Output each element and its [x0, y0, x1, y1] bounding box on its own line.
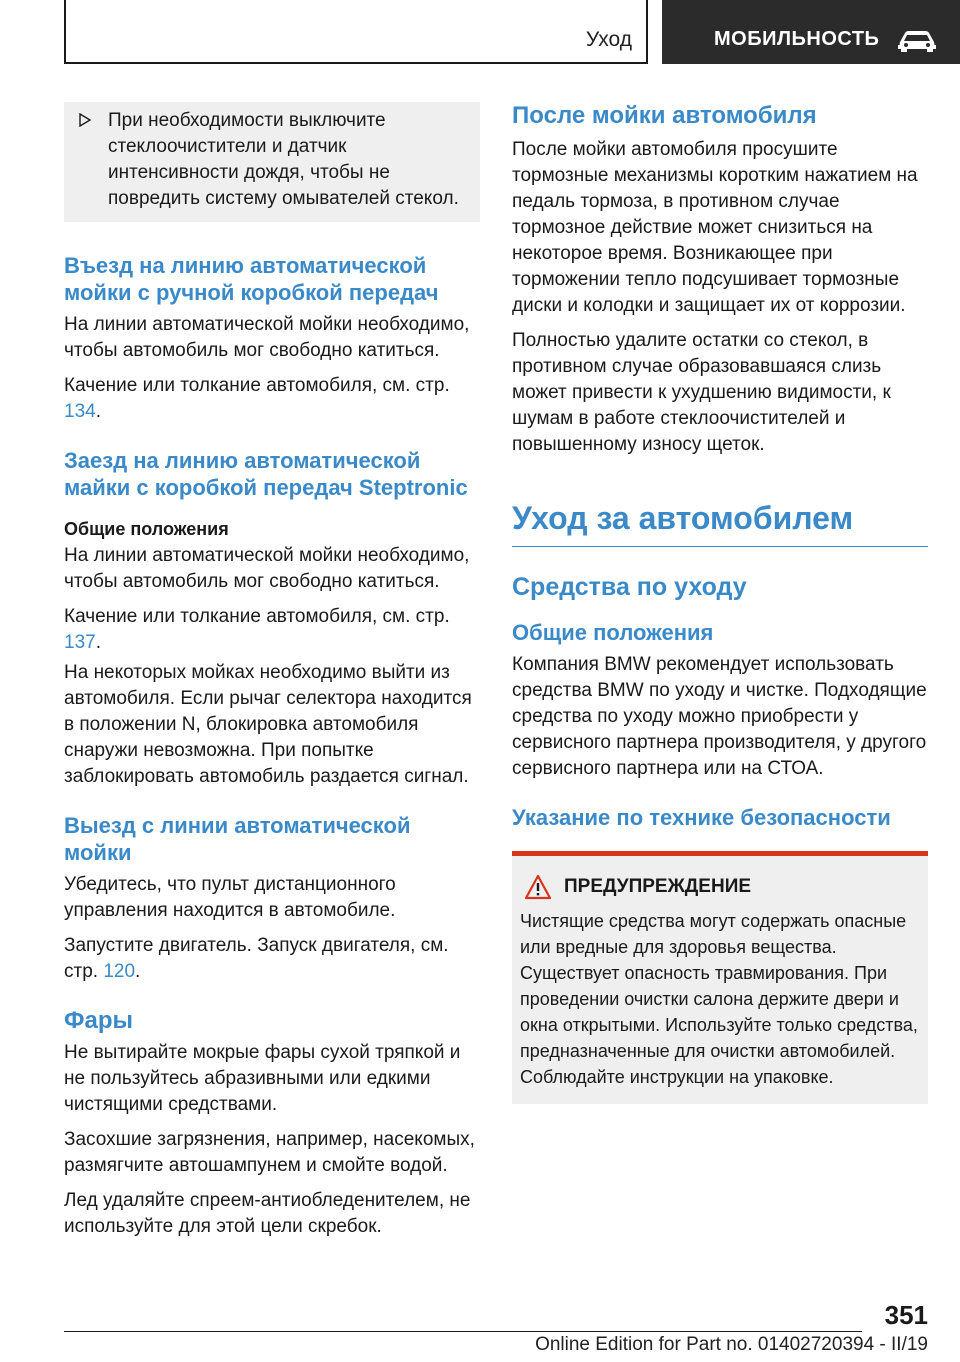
page-ref-link[interactable]: 134 — [64, 401, 96, 422]
ref-text: Качение или толкание автомобиля, см. стр. — [64, 606, 450, 627]
ref-end: . — [95, 401, 101, 422]
paragraph: На линии автоматической мойки необходимо, чтобы автомобиль мог свободно катиться. — [64, 314, 470, 361]
footer-edition: Online Edition for Part no. 01402720394 - II/19 — [535, 1334, 928, 1355]
chapter-title: Уход за автомобилем — [512, 500, 854, 536]
section-title-general: Общие положения — [512, 620, 714, 645]
header-chapter-label: МОБИЛЬНОСТЬ — [714, 28, 880, 50]
car-icon — [896, 28, 938, 52]
section-title-headlights: Фары — [64, 1007, 133, 1034]
paragraph-with-ref — [64, 933, 480, 985]
warning-triangle-icon — [524, 874, 552, 900]
page-ref-link[interactable]: 120 — [103, 961, 136, 982]
header-section-box — [64, 0, 648, 64]
section-title-care-products: Средства по уходу — [512, 573, 747, 601]
paragraph: Компания BMW рекомендует использовать средства BMW по уходу и чистке. Подходящие средства по уходу можно приобрести у сервисного партнера производителя, у другого сервисного партнера или на СТОА. — [512, 654, 927, 779]
section-title-after-wash: После мойки автомобиля — [512, 102, 817, 129]
note-text: При необходимости выключите стеклоочистители и датчик интенсивности дождя, чтобы не повредить систему омывателей стекол. — [108, 110, 459, 209]
subsection-title-general: Общие положения — [64, 519, 229, 539]
ref-text: Качение или толкание автомобиля, см. стр. — [64, 375, 450, 396]
ref-text: Запустите двигатель. Запуск двигателя, см. стр. — [64, 935, 449, 982]
warning-box — [512, 851, 928, 1104]
paragraph: Полностью удалите остатки со стекол, в противном случае образовавшаяся слизь может привести к ухудшению видимости, к шумам в работе стеклоочистителей и повышенному износу щеток. — [512, 330, 891, 455]
warning-text: Чистящие средства могут содержать опасные или вредные для здоровья вещества. Существует опасность травмирования. При проведении очистки салона держите двери и окна открытыми. Используйте только средства, предназначенные для очистки автомобилей. Соблюдайте инструкции на упаковке. — [520, 911, 918, 1087]
warning-header — [520, 874, 920, 904]
page-ref-link[interactable]: 137 — [64, 632, 96, 653]
note-arrow-icon — [78, 113, 92, 127]
section-title-steptronic-wash: Заезд на линию автоматической майки с коробкой передач Steptronic — [64, 448, 468, 500]
chapter-rule — [512, 546, 928, 547]
paragraph: Засохшие загрязнения, например, насекомых, размягчите автошампунем и смойте водой. — [64, 1129, 475, 1176]
paragraph: Лед удаляйте спреем-антиобледенителем, не используйте для этой цели скребок. — [64, 1190, 471, 1237]
paragraph: Убедитесь, что пульт дистанционного управления находится в автомобиле. — [64, 874, 396, 921]
footer-rule — [64, 1331, 862, 1332]
warning-title: ПРЕДУПРЕЖДЕНИЕ — [564, 876, 752, 897]
paragraph-with-ref — [64, 373, 480, 425]
ref-end: . — [95, 632, 101, 653]
header-section-label: Уход — [585, 28, 632, 51]
paragraph: После мойки автомобиля просушите тормозные механизмы коротким нажатием на педаль тормоза, в противном случае тормозное действие может снизиться на некоторое время. Возникающее при торможении тепло подсушивает тормозные диски и колодки и защищает их от коррозии. — [512, 139, 918, 316]
paragraph: На некоторых мойках необходимо выйти из автомобиля. Если рычаг селектора находится в положении N, блокировка автомобиля снаружи невозможна. При попытке заблокировать автомобиль раздается сигнал. — [64, 662, 472, 787]
paragraph: Не вытирайте мокрые фары сухой тряпкой и не пользуйтесь абразивными или едкими чистящими средствами. — [64, 1042, 461, 1115]
right-column — [512, 102, 928, 1104]
section-title-exit-wash: Выезд с линии автоматической мойки — [64, 813, 411, 865]
paragraph-with-ref — [64, 604, 480, 656]
note-box — [64, 102, 480, 222]
header-chapter-box — [662, 0, 960, 64]
paragraph: На линии автоматической мойки необходимо, чтобы автомобиль мог свободно катиться. — [64, 545, 470, 592]
page-number: 351 — [884, 1300, 928, 1330]
section-title-safety-note: Указание по технике безопасности — [512, 805, 891, 830]
left-column — [64, 102, 480, 1249]
section-title-manual-wash: Въезд на линию автоматической мойки с ручной коробкой передач — [64, 253, 439, 305]
ref-end: . — [135, 961, 141, 982]
